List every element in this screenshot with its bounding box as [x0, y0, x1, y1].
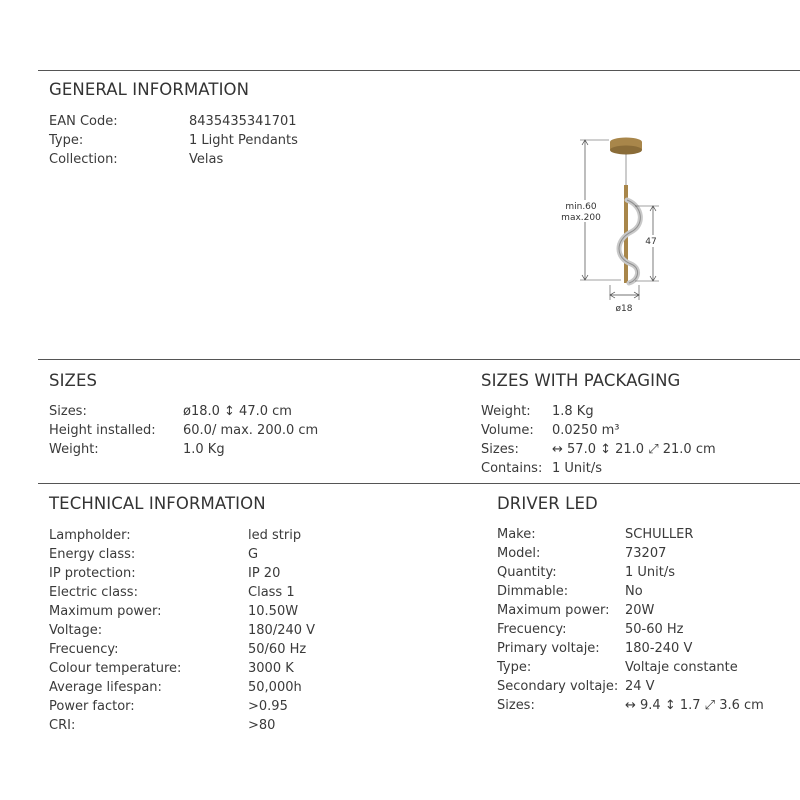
info-label: Model:	[497, 546, 541, 561]
info-label: Sizes:	[497, 698, 535, 713]
info-label: Dimmable:	[497, 584, 569, 599]
info-row	[49, 421, 318, 440]
driver-led-title: DRIVER LED	[497, 494, 598, 513]
info-row	[49, 402, 318, 421]
divider-middle	[38, 359, 800, 360]
info-row	[49, 112, 298, 131]
info-value: 0.0250 m³	[552, 423, 620, 438]
info-label: Colour temperature:	[49, 661, 182, 676]
info-label: Power factor:	[49, 699, 135, 714]
info-value: 50,000h	[248, 680, 302, 695]
info-value: No	[625, 584, 643, 599]
info-row	[497, 544, 764, 563]
info-row	[497, 696, 764, 715]
info-label: Energy class:	[49, 547, 136, 562]
info-value: 1 Unit/s	[552, 461, 603, 476]
info-row	[49, 131, 298, 150]
info-value: Class 1	[248, 585, 295, 600]
info-label: Frecuency:	[49, 642, 119, 657]
info-row	[49, 583, 315, 602]
info-label: Volume:	[481, 423, 534, 438]
packaging-list	[481, 402, 716, 478]
info-label: Secondary voltaje:	[497, 679, 619, 694]
info-value: G	[248, 547, 259, 562]
info-label: Height installed:	[49, 423, 156, 438]
info-value: 1 Light Pendants	[189, 133, 298, 148]
info-label: Type:	[497, 660, 532, 675]
sizes-list	[49, 402, 318, 459]
info-value: ↔ 57.0 ↕ 21.0 ⤢ 21.0 cm	[552, 442, 716, 457]
height-min-label: min.60	[565, 202, 597, 212]
info-row	[49, 621, 315, 640]
info-value: Voltaje constante	[625, 660, 738, 675]
info-value: 24 V	[625, 679, 655, 694]
info-value: 1.0 Kg	[183, 442, 225, 457]
info-label: Frecuency:	[497, 622, 567, 637]
sizes-with-packaging-title: SIZES WITH PACKAGING	[481, 371, 681, 390]
info-row	[481, 421, 716, 440]
general-information-title: GENERAL INFORMATION	[49, 80, 250, 99]
info-row	[497, 658, 764, 677]
info-label: Average lifespan:	[49, 680, 162, 695]
info-value: 180/240 V	[248, 623, 316, 638]
info-row	[497, 620, 764, 639]
divider-lower	[38, 483, 800, 484]
info-row	[49, 659, 315, 678]
info-label: Contains:	[481, 461, 543, 476]
info-label: Voltage:	[49, 623, 103, 638]
info-value: 50-60 Hz	[625, 622, 684, 637]
info-value: 1.8 Kg	[552, 404, 594, 419]
info-row	[49, 697, 315, 716]
info-row	[497, 639, 764, 658]
info-label: Weight:	[49, 442, 99, 457]
info-label: Electric class:	[49, 585, 138, 600]
info-label: Maximum power:	[497, 603, 610, 618]
body-height-label: 47	[645, 237, 657, 247]
info-row	[49, 716, 315, 735]
info-label: Type:	[49, 133, 84, 148]
info-row	[49, 640, 315, 659]
info-row	[481, 459, 716, 478]
info-label: Sizes:	[481, 442, 519, 457]
info-row	[49, 678, 315, 697]
info-value: 50/60 Hz	[248, 642, 307, 657]
canopy-base	[610, 146, 642, 155]
info-value: 180-240 V	[625, 641, 693, 656]
info-label: Sizes:	[49, 404, 87, 419]
info-row	[49, 440, 318, 459]
info-label: CRI:	[49, 718, 76, 733]
info-label: Lampholder:	[49, 528, 131, 543]
info-row	[49, 150, 298, 169]
pendant-drawing	[555, 130, 675, 320]
info-label: EAN Code:	[49, 114, 118, 129]
info-value: 20W	[625, 603, 655, 618]
info-value: SCHULLER	[625, 527, 694, 542]
divider-top	[38, 70, 800, 71]
diameter-label: ø18	[615, 304, 633, 314]
info-value: 1 Unit/s	[625, 565, 676, 580]
info-value: led strip	[248, 528, 302, 543]
technical-information-title: TECHNICAL INFORMATION	[49, 494, 266, 513]
info-row	[497, 525, 764, 544]
info-row	[497, 582, 764, 601]
info-row	[49, 602, 315, 621]
info-value: 3000 K	[248, 661, 294, 676]
info-value: Velas	[189, 152, 224, 167]
info-label: Maximum power:	[49, 604, 162, 619]
sizes-title: SIZES	[49, 371, 98, 390]
technical-information-list	[49, 526, 315, 735]
info-value: ↔ 9.4 ↕ 1.7 ⤢ 3.6 cm	[625, 698, 764, 713]
info-row	[49, 545, 315, 564]
info-label: IP protection:	[49, 566, 136, 581]
info-row	[481, 440, 716, 459]
info-row	[49, 526, 315, 545]
info-row	[497, 677, 764, 696]
info-value: 60.0/ max. 200.0 cm	[183, 423, 319, 438]
info-value: 73207	[625, 546, 667, 561]
info-value: 8435435341701	[189, 114, 297, 129]
info-value: >0.95	[248, 699, 288, 714]
info-label: Collection:	[49, 152, 118, 167]
info-row	[481, 402, 716, 421]
info-label: Weight:	[481, 404, 531, 419]
info-value: 10.50W	[248, 604, 299, 619]
info-label: Make:	[497, 527, 536, 542]
info-row	[49, 564, 315, 583]
driver-led-list	[497, 525, 764, 715]
info-label: Quantity:	[497, 565, 557, 580]
height-max-label: max.200	[561, 213, 601, 223]
info-row	[497, 601, 764, 620]
general-information-list	[49, 112, 298, 169]
info-value: ø18.0 ↕ 47.0 cm	[183, 404, 292, 419]
info-value: >80	[248, 718, 276, 733]
info-value: IP 20	[248, 566, 281, 581]
info-label: Primary voltaje:	[497, 641, 600, 656]
product-dimension-diagram	[555, 130, 675, 320]
info-row	[497, 563, 764, 582]
